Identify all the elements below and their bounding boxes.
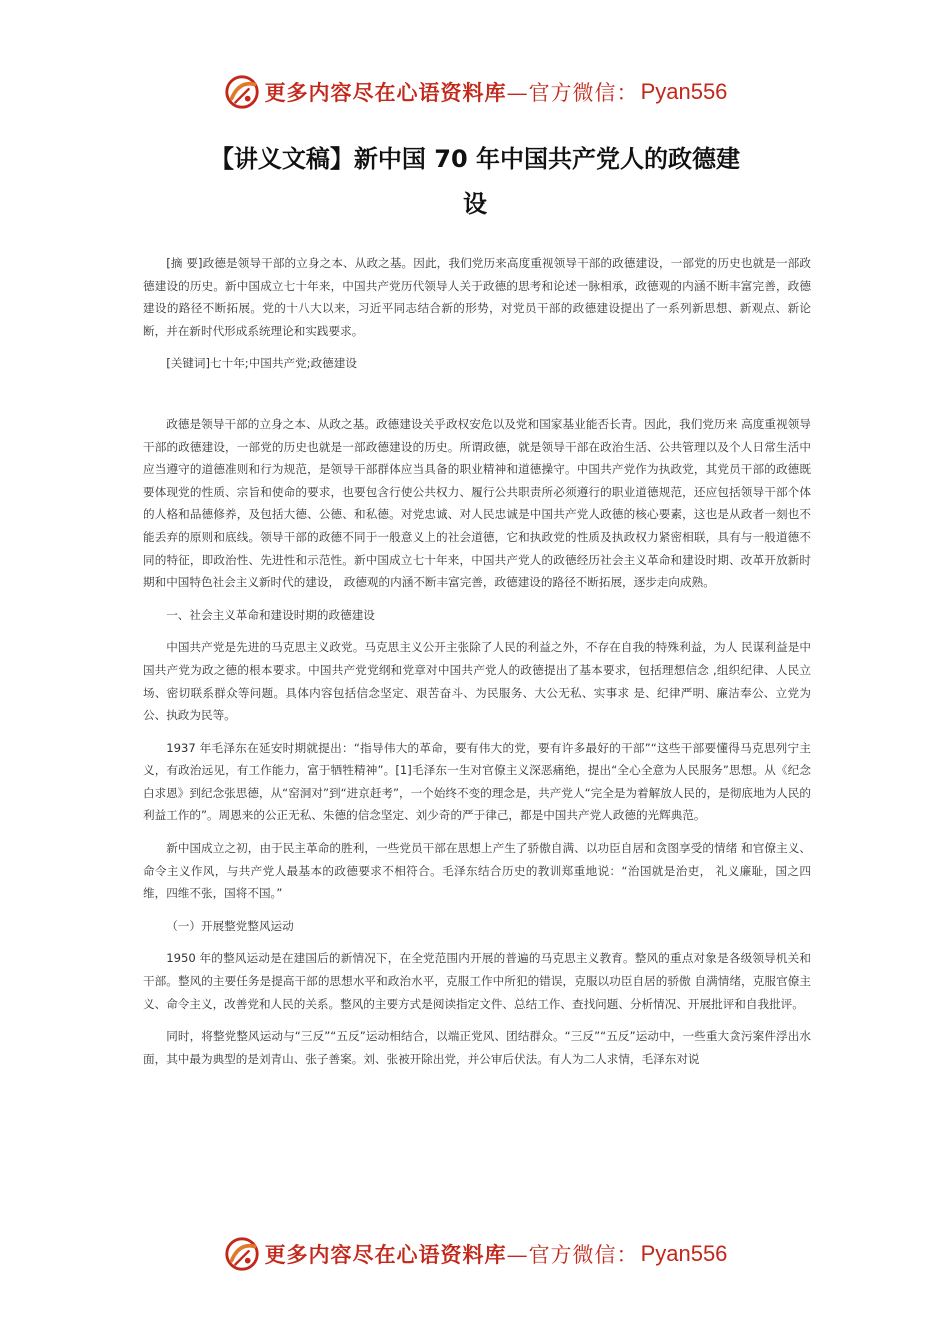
document-title	[195, 137, 755, 227]
title-line-1: 【讲义文稿】新中国 70 年中国共产党人的政德建	[209, 145, 741, 173]
section-heading: 一、社会主义革命和建设时期的政德建设	[166, 607, 375, 622]
body-paragraph: 政德是领导干部的立身之本、从政之基。政德建设关乎政权安危以及党和国家基业能否长青。因此，我们党历来 高度重视领导干部的政德建设，一部党的历史也就是一部政德建设的历史。所谓政德，就是领导干部在政治生活、公共管理以及个人日常生活中应当遵守的道德准则和行为规范，是领导干部群体应当具备的职业精神和道德操守。中国共产党作为执政党，其党员干部的政德既要体现党的性质、宗旨和使命的要求，也要包含行使公共权力、履行公共职责所必须遵行的职业道德规范，还应包括领导干部个体的人格和品德修养，及包括大德、公德、和私德。对党忠诚、对人民忠诚是中国共产党人政德的核心要素，这也是从政者一刻也不能丢弃的原则和底线。领导干部的政德不同于一般意义上的社会道德，它和执政党的性质及执政权力紧密相联，具有与一般道德不同的特征，即政治性、先进性和示范性。新中国成立七十年来，中国共产党人的政德经历社会主义革命和建设时期、改革开放新时期和中国特色社会主义新时代的建设， 政德观的内涵不断丰富完善，政德建设的路径不断拓展，逐步走向成熟。	[143, 416, 811, 590]
body-paragraph: 同时，将整党整风运动与“三反”“五反”运动相结合，以端正党风、团结群众。“三反”“五反”运动中，一些重大贪污案件浮出水面，其中最为典型的是刘青山、张子善案。刘、张被开除出党，并公审后伏法。有人为二人求情，毛泽东对说	[143, 1029, 811, 1066]
document-body	[143, 252, 811, 1080]
banner-handle: Pyan556	[640, 79, 728, 104]
logo-icon	[223, 73, 261, 111]
keywords: [关键词]七十年;中国共产党;政德建设	[166, 356, 357, 371]
body-paragraph: 1950 年的整风运动是在建国后的新情况下，在全党范围内开展的普遍的马克思主义教育。整风的重点对象是各级领导机关和干部。整风的主要任务是提高干部的思想水平和政治水平，克服工作中所犯的错误，克服以功臣自居的骄傲 自满情绪，克服官僚主义、命令主义，改善党和人民的关系。整风的主要方式是阅读指定文件、总结工作、查找问题、分析情况、开展批评和自我批评。	[143, 951, 811, 1011]
banner-dash: —官方微信：	[506, 1243, 639, 1267]
subsection-heading: （一）开展整党整风运动	[166, 918, 294, 933]
header-banner	[0, 70, 950, 114]
abstract: [摘 要]政德是领导干部的立身之本、从政之基。因此，我们党历来高度重视领导干部的政德建设，一部党的历史也就是一部政德建设的历史。新中国成立七十年来，中国共产党历代领导人关于政德的思考和论述一脉相承，政德观的内涵不断丰富完善，政德建设的路径不断拓展。党的十八大以来，习近平同志结合新的形势，对党员干部的政德建设提出了一系列新思想、新观点、新论断，并在新时代形成系统理论和实践要求。	[143, 256, 811, 338]
banner-handle: Pyan556	[640, 1241, 728, 1266]
banner-dash: —官方微信：	[506, 81, 639, 105]
body-paragraph: 新中国成立之初，由于民主革命的胜利，一些党员干部在思想上产生了骄傲自满、以功臣自居和贪图享受的情绪 和官僚主义、命令主义作风，与共产党人最基本的政德要求不相符合。毛泽东结合历史的教训郑重地说：“治国就是治吏， 礼义廉耻，国之四维，四维不张，国将不国。”	[143, 841, 811, 901]
body-paragraph: 1937 年毛泽东在延安时期就提出：“指导伟大的革命，要有伟大的党，要有许多最好的干部”“这些干部要懂得马克思列宁主义，有政治远见，有工作能力，富于牺牲精神”。[1]毛泽东一生对官僚主义深恶痛绝，提出“全心全意为人民服务”思想。从《纪念白求恩》到纪念张思德，从“窑洞对”到“进京赶考”，一个始终不变的理念是，共产党人“完全是为着解放人民的，是彻底地为人民的利益工作的”。周恩来的公正无私、朱德的信念坚定、刘少奇的严于律己，都是中国共产党人政德的光辉典范。	[143, 740, 811, 823]
footer-banner	[0, 1232, 950, 1276]
banner-text: 更多内容尽在心语资料库	[264, 80, 507, 105]
title-line-2: 设	[463, 190, 487, 218]
logo-icon	[223, 1235, 261, 1273]
body-paragraph: 中国共产党是先进的马克思主义政党。马克思主义公开主张除了人民的利益之外，不存在自我的特殊利益，为人 民谋利益是中国共产党为政之德的根本要求。中国共产党党纲和党章对中国共产党人的政德提出了基本要求，包括理想信念 ,组织纪律、人民立场、密切联系群众等问题。具体内容包括信念坚定、艰苦奋斗、为民服务、大公无私、实事求 是、纪律严明、廉洁奉公、立党为公、执政为民等。	[143, 640, 811, 723]
banner-text: 更多内容尽在心语资料库	[264, 1242, 507, 1267]
